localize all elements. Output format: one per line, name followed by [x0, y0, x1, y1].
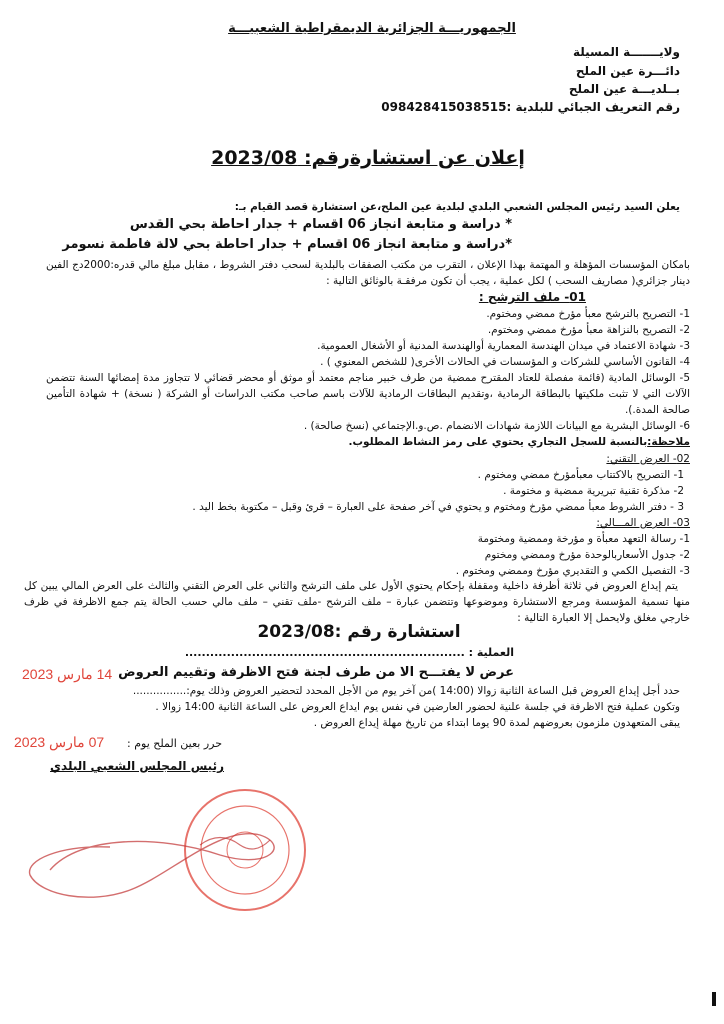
operation-line: العملية : ................................................................... — [184, 646, 514, 659]
deadline-date-stamp: 14 مارس 2023 — [22, 666, 113, 682]
announcement-title: إعلان عن استشارةرقم: 2023/08 — [211, 147, 525, 169]
do-not-open-line: عرض لا يفتـــح الا من طرف لجنة فتح الاظرفة وتقييم العروض — [118, 665, 514, 680]
project-2: *دراسة و متابعة انجاز 06 اقسام + جدار احاطة بحي لالة فاطمة نسومر — [62, 237, 512, 252]
list-item: 2- جدول الأسعاربالوحدة مؤرخ وممضي ومختوم — [484, 549, 690, 561]
baladia-line: بــلديـــة عين الملح — [568, 82, 680, 96]
list-item: 3- شهادة الاعتماد في ميدان الهندسة المعمارية أوالهندسة المدنية أو الأشغال العمومية. — [317, 340, 690, 352]
note-text: بالنسبة للسجل التجاري يحتوي على رمز النشاط المطلوب. — [348, 436, 648, 448]
list-item: 4- القانون الأساسي للشركات و المؤسسات في الحالات الأخرى( للشخص المعنوي ) . — [320, 356, 690, 368]
note-line — [349, 435, 690, 449]
signed-at: حرر بعين الملح يوم : — [127, 737, 222, 750]
intro-text: يعلن السيد رئيس المجلس الشعبي البلدي لبلدية عين الملح،عن استشارة قصد القيام بـ: — [234, 201, 680, 213]
section1-heading: 01- ملف الترشح : — [478, 290, 586, 304]
project-1: * دراسة و متابعة انجاز 06 اقسام + جدار احاطة بحي القدس — [129, 217, 512, 232]
list-item: 1- التصريح بالترشح معبأ مؤرخ ممضي ومختوم. — [486, 308, 690, 320]
note-label: ملاحظة: — [647, 436, 690, 448]
wilaya-line: ولايـــــــة المسيلة — [572, 45, 680, 59]
validity-line: يبقى المتعهدون ملزمون بعروضهم لمدة 90 يوما ابتداء من تاريخ مهلة إيداع العروض . — [313, 717, 680, 729]
section3-heading: 03- العرض المـــالي: — [596, 517, 690, 529]
page-mark — [712, 992, 716, 1006]
envelopes-paragraph: يتم إيداع العروض في ثلاثة أظرفة داخلية ومقفلة بإحكام يحتوي الأول على ملف الترشح والثاني على العرض التقني والثالث على العرض المالي يبين كل منها تسمية المؤسسة ومرجع الاستشارة وموضوعها وتتضمن عبارة – ملف الترشح -ملف تقني – ملف مالي حسب الحالة يتم جمع الاظرفة في ظرف خارجي مغلق ولايحمل إلا العبارة التالية : — [24, 580, 690, 624]
list-item: 1- التصريح بالاكتتاب معبأمؤرخ ممضي ومختوم . — [477, 469, 684, 481]
opening-line: وتكون عملية فتح الاظرفة في جلسة علنية لحضور العارضين في نفس يوم ايداع العروض على الساعة الثانية 14:00 زوالا . — [155, 701, 680, 713]
signatory-title: رئيس المجلس الشعبي البلدي — [50, 759, 224, 773]
list-item: 3 - دفتر الشروط معبأ ممضي مؤرخ ومختوم و يحتوي في آخر صفحة على العبارة – قرئ وقبل – مكتوبة بخط اليد . — [192, 501, 684, 513]
daira-line: دائـــرة عين الملح — [575, 64, 680, 78]
list-item: 6- الوسائل البشرية مع البيانات اللازمة شهادات الانضمام .ص.و.الإجتماعي (نسخ صالحة) . — [303, 420, 690, 432]
list-item: 2- التصريح بالنزاهة معبأ مؤرخ ممضي ومختوم. — [487, 324, 690, 336]
section2-heading: 02- العرض التقني: — [606, 453, 690, 465]
list-item: 5- الوسائل المادية (قائمة مفصلة للعتاد المقترح ممضية من طرف خبير مناجم معتمد أو موثق أو محضر قضائي لا تتجاوز مدة إمضائها السنة تتضمن الآلات التي لا تثبت ملكيتها بالبطاقة الرمادية ،وتقديم البطاقات الرمادية للآلات باسم صاحب مكتب الدراسات أو الشركة ( نسخة) + شهادة التأمين صالحة المدة.). — [46, 372, 690, 416]
list-item: 1- رسالة التعهد معبأة و مؤرخة وممضية ومختومة — [477, 533, 690, 545]
deadline-line: حدد أجل إيداع العروض قبل الساعة الثانية زوالا (14:00 )من آخر يوم من الأجل المحدد لتحضير العروض وذلك يوم:................ — [132, 685, 680, 697]
official-seal-and-signature — [20, 775, 320, 925]
list-item: 3- التفصيل الكمي و التقديري مؤرخ وممضي ومختوم . — [455, 565, 690, 577]
list-item: 2- مذكرة تقنية تبريرية ممضية و مختومة . — [503, 485, 684, 497]
consult-number: استشارة رقم :2023/08 — [257, 622, 461, 642]
tax-id-line: رقم التعريف الجبائي للبلدية :098428415038515 — [381, 100, 680, 114]
republic-heading: الجمهوريـــة الجزائرية الديمقراطية الشعبيـــة — [228, 21, 516, 36]
eligibility-paragraph: بامكان المؤسسات المؤهلة و المهتمة بهذا الإعلان ، التقرب من مكتب الصفقات بالبلدية لسحب دفتر الشروط ، مقابل مبلغ مالي قدره:2000دج الفين دينار جزائري( مصاريف السحب ) لكل عملية ، يجب أن تكون مرفقـة بالوثائق التالية : — [46, 259, 690, 287]
signed-date-stamp: 07 مارس 2023 — [14, 734, 105, 750]
